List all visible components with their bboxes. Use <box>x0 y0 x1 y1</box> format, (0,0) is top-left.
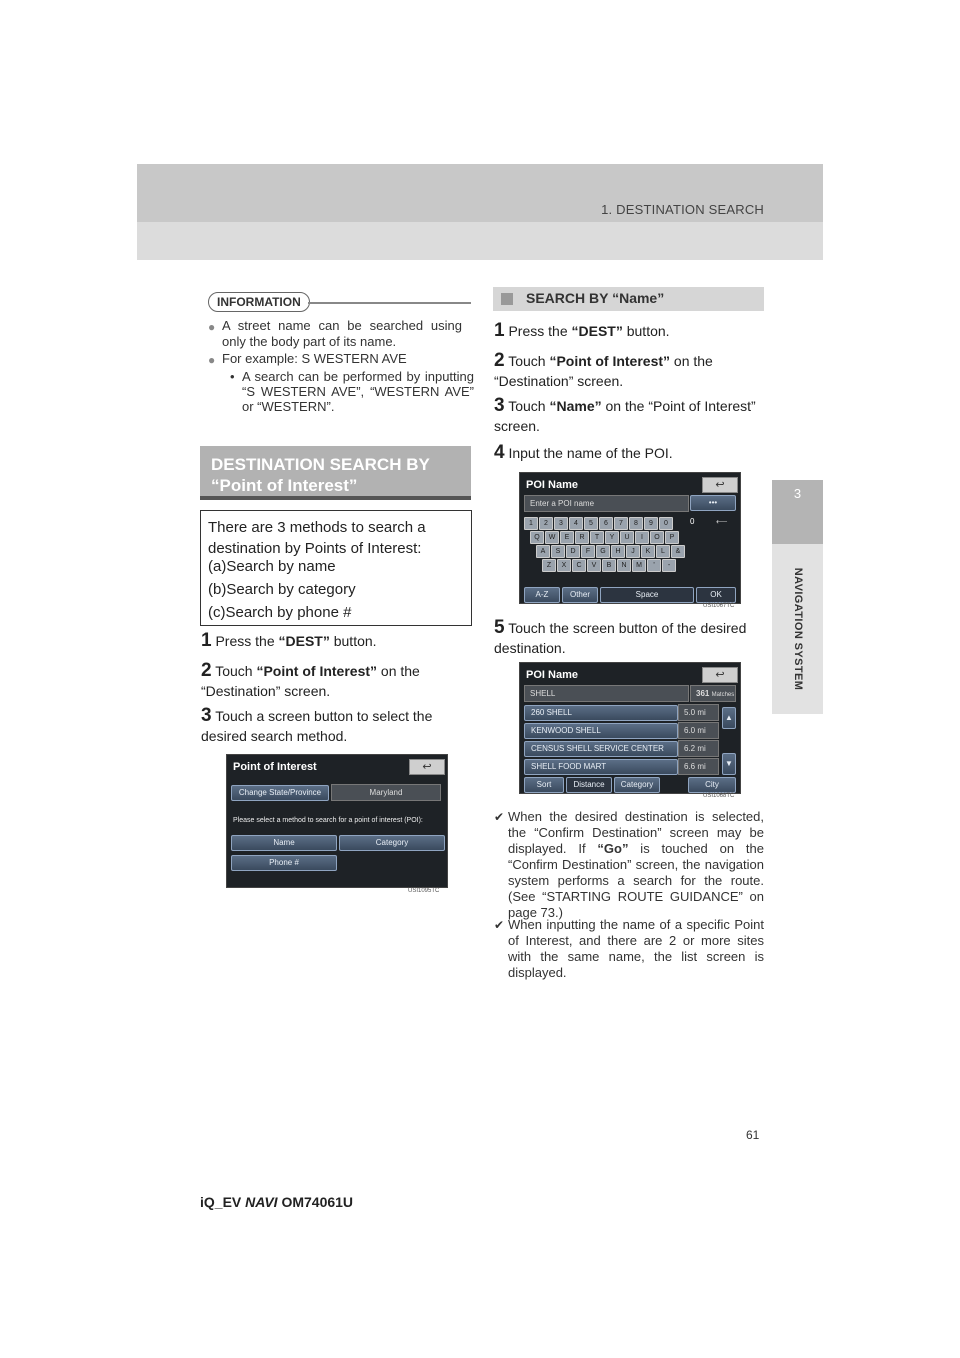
more-dots-button[interactable]: ••• <box>690 495 736 511</box>
city-sort-button[interactable]: City <box>688 777 736 793</box>
poi-result-distance: 6.6 mi <box>678 758 719 775</box>
step-text: Touch <box>508 398 550 414</box>
step-text-end: button. <box>622 323 670 339</box>
screen-poi-name-input <box>519 472 741 604</box>
matches-label: Matches <box>711 692 735 698</box>
az-button[interactable]: A-Z <box>524 587 560 603</box>
footer-model-name: iQ_EV <box>200 1194 242 1210</box>
keyboard-key[interactable]: B <box>602 559 616 572</box>
info-sub-bullet <box>230 369 474 414</box>
back-icon[interactable]: ↩ <box>702 477 738 493</box>
ok-button[interactable]: OK <box>696 587 736 603</box>
keyboard-key[interactable]: Z <box>542 559 556 572</box>
chapter-label-container <box>772 544 823 714</box>
keyboard-key[interactable]: - <box>662 559 676 572</box>
step-number: 1 <box>494 320 505 341</box>
step-number: 5 <box>494 617 505 638</box>
keyboard-key[interactable]: J <box>626 545 640 558</box>
step-number: 2 <box>494 350 505 371</box>
poi-section-header-bar <box>200 496 471 500</box>
step-text-end: button. <box>329 633 377 649</box>
keyboard-key[interactable]: ' <box>647 559 661 572</box>
step-text-end: on the “Destination” screen. <box>201 663 420 699</box>
step-text: Touch a screen button to select the desired search method. <box>201 708 433 744</box>
keyboard-key[interactable]: P <box>665 531 679 544</box>
keyboard-key[interactable]: 3 <box>554 517 568 530</box>
sub-bullet-dot-icon: • <box>230 369 235 384</box>
screen-title: POI Name <box>526 479 578 491</box>
step-text: Input the name of the POI. <box>508 445 673 461</box>
keyboard-key[interactable]: 2 <box>539 517 553 530</box>
step-text-end: on the “Point of Interest” screen. <box>494 398 756 434</box>
note-multiple-sites <box>494 917 764 981</box>
step-number: 2 <box>201 660 212 681</box>
chapter-number-tab <box>772 480 823 544</box>
step-text: Touch <box>215 663 257 679</box>
poi-result-row[interactable]: KENWOOD SHELL <box>524 723 678 739</box>
keyboard-key[interactable]: 1 <box>524 517 538 530</box>
matches-number: 361 <box>696 689 710 698</box>
category-sort-button[interactable]: Category <box>614 777 660 793</box>
poi-result-distance: 6.2 mi <box>678 740 719 757</box>
screen-title: POI Name <box>526 669 578 681</box>
name-section-marker <box>501 293 513 305</box>
name-button[interactable]: Name <box>231 835 337 851</box>
keyboard-key[interactable]: O <box>650 531 664 544</box>
keyboard-key[interactable]: I <box>635 531 649 544</box>
info-bullet-2-text: For example: S WESTERN AVE <box>222 351 407 366</box>
footer-navi: NAVI <box>245 1194 278 1210</box>
name-step-4 <box>494 443 764 463</box>
matches-count <box>690 685 736 702</box>
keyboard-key[interactable]: U <box>620 531 634 544</box>
info-bullet-1-text: A street name can be searched using only the body part of its name. <box>222 318 462 349</box>
chapter-number: 3 <box>793 486 802 501</box>
space-button[interactable]: Space <box>600 587 694 603</box>
note-confirm-destination <box>494 809 764 921</box>
keyboard-key[interactable]: 6 <box>599 517 613 530</box>
keyboard-key[interactable]: 9 <box>644 517 658 530</box>
keyboard-key[interactable]: C <box>572 559 586 572</box>
distance-button[interactable]: Distance <box>566 777 612 793</box>
name-section-title: SEARCH BY “Name” <box>526 290 665 306</box>
scroll-down-icon[interactable]: ▼ <box>722 753 736 775</box>
step-number: 3 <box>494 395 505 416</box>
keyboard-key[interactable]: W <box>545 531 559 544</box>
step-bold: “DEST” <box>571 323 623 339</box>
note-bold: “Go” <box>597 841 629 856</box>
name-step-5 <box>494 618 766 658</box>
change-state-button[interactable]: Change State/Province <box>231 785 329 801</box>
poi-method-category: (b)Search by category <box>208 581 356 598</box>
poi-method-name: (a)Search by name <box>208 558 336 575</box>
screen-title: Point of Interest <box>233 761 317 773</box>
step-bold: “DEST” <box>278 633 330 649</box>
poi-result-distance: 6.0 mi <box>678 722 719 739</box>
keyboard-key[interactable]: M <box>632 559 646 572</box>
step-text: Press the <box>508 323 572 339</box>
figure-code: USI1067TC <box>703 603 735 609</box>
keyboard-key[interactable]: V <box>587 559 601 572</box>
keyboard-key[interactable]: L <box>656 545 670 558</box>
step-bold: “Point of Interest” <box>256 663 378 679</box>
note-text: When inputting the name of a specific Point of Interest, and there are 2 or more sites with the same name, the list screen is displayed. <box>508 917 764 980</box>
poi-result-row[interactable]: CENSUS SHELL SERVICE CENTER <box>524 741 678 757</box>
info-bullet-2 <box>208 351 462 367</box>
phone-button[interactable]: Phone # <box>231 855 337 871</box>
checkmark-icon: ✔ <box>494 918 505 932</box>
keyboard-key[interactable]: 4 <box>569 517 583 530</box>
step-text: Press the <box>215 633 279 649</box>
backspace-icon[interactable]: ⟵ <box>716 517 728 526</box>
scroll-up-icon[interactable]: ▲ <box>722 707 736 729</box>
information-badge: INFORMATION <box>208 292 310 312</box>
keyboard-key[interactable]: & <box>671 545 685 558</box>
footer-model <box>200 1194 353 1210</box>
other-button[interactable]: Other <box>562 587 598 603</box>
bullet-dot-icon: ● <box>208 353 216 367</box>
step-number: 3 <box>201 705 212 726</box>
keyboard-key[interactable]: H <box>611 545 625 558</box>
step-text-end: on the “Destination” screen. <box>494 353 713 389</box>
footer-manual-code: OM74061U <box>281 1194 354 1210</box>
info-sub-bullet-text: A search can be performed by inputting “S WESTERN AVE”, “WESTERN AVE” or “WESTERN”. <box>242 369 474 414</box>
keyboard-key[interactable]: 5 <box>584 517 598 530</box>
screen-poi-name-list <box>519 662 741 794</box>
keyboard-key[interactable]: 8 <box>629 517 643 530</box>
poi-step-3 <box>201 706 471 746</box>
method-prompt: Please select a method to search for a point of interest (POI): <box>233 817 423 824</box>
keyboard-key[interactable]: Q <box>530 531 544 544</box>
poi-methods-intro: There are 3 methods to search a destination by Points of Interest: <box>208 519 426 557</box>
poi-result-distance: 5.0 mi <box>678 704 719 721</box>
char-count: 0 <box>690 517 695 526</box>
keyboard-key[interactable]: T <box>590 531 604 544</box>
keyboard-key[interactable]: 7 <box>614 517 628 530</box>
name-step-2 <box>494 351 764 391</box>
poi-method-phone: (c)Search by phone # <box>208 604 352 621</box>
note-text-end: is touched on the “Confirm Destination” screen, the navigation system performs a search for the route. (See “STARTING ROUTE GUIDANCE” on page 73.) <box>508 841 764 920</box>
keyboard-key[interactable]: A <box>536 545 550 558</box>
checkmark-icon: ✔ <box>494 810 505 824</box>
name-step-1 <box>494 321 764 341</box>
keyboard-key[interactable]: K <box>641 545 655 558</box>
step-bold: “Name” <box>549 398 602 414</box>
step-text: Touch the screen button of the desired destination. <box>494 620 747 656</box>
keyboard-key[interactable]: X <box>557 559 571 572</box>
state-value: Maryland <box>331 784 441 801</box>
keyboard-key[interactable]: R <box>575 531 589 544</box>
poi-step-1 <box>201 631 471 651</box>
sort-button[interactable]: Sort <box>524 777 564 793</box>
poi-name-input[interactable]: Enter a POI name <box>524 495 689 512</box>
step-bold: “Point of Interest” <box>549 353 671 369</box>
information-rule <box>308 302 471 304</box>
header-subband <box>137 222 823 260</box>
figure-code: USI1095TC <box>408 888 440 894</box>
poi-result-row[interactable]: SHELL FOOD MART <box>524 759 678 775</box>
keyboard-key[interactable]: S <box>551 545 565 558</box>
section-title: 1. DESTINATION SEARCH <box>601 202 764 217</box>
name-step-3 <box>494 396 764 436</box>
back-icon[interactable]: ↩ <box>702 667 738 683</box>
info-bullet-1 <box>208 318 462 350</box>
figure-code: USI1068TC <box>703 793 735 799</box>
back-icon[interactable]: ↩ <box>409 759 445 775</box>
step-number: 1 <box>201 630 212 651</box>
keyboard-key[interactable]: N <box>617 559 631 572</box>
chapter-label: NAVIGATION SYSTEM <box>791 567 804 691</box>
poi-methods-box <box>200 510 472 626</box>
keyboard-key[interactable]: 0 <box>659 517 673 530</box>
poi-result-row[interactable]: 260 SHELL <box>524 705 678 721</box>
keyboard-key[interactable]: Y <box>605 531 619 544</box>
query-field[interactable]: SHELL <box>524 685 689 702</box>
page-number: 61 <box>746 1128 760 1142</box>
keyboard-key[interactable]: F <box>581 545 595 558</box>
poi-section-title: DESTINATION SEARCH BY “Point of Interest” <box>211 455 430 495</box>
screen-point-of-interest <box>226 754 448 888</box>
poi-step-2 <box>201 661 471 701</box>
step-text: Touch <box>508 353 550 369</box>
keyboard-key[interactable]: G <box>596 545 610 558</box>
keyboard-key[interactable]: D <box>566 545 580 558</box>
note-text: When the desired destination is selected, the “Confirm Destination” screen may be displayed. If <box>508 809 764 856</box>
step-number: 4 <box>494 442 505 463</box>
category-button[interactable]: Category <box>339 835 445 851</box>
keyboard-key[interactable]: E <box>560 531 574 544</box>
bullet-dot-icon: ● <box>208 320 216 334</box>
